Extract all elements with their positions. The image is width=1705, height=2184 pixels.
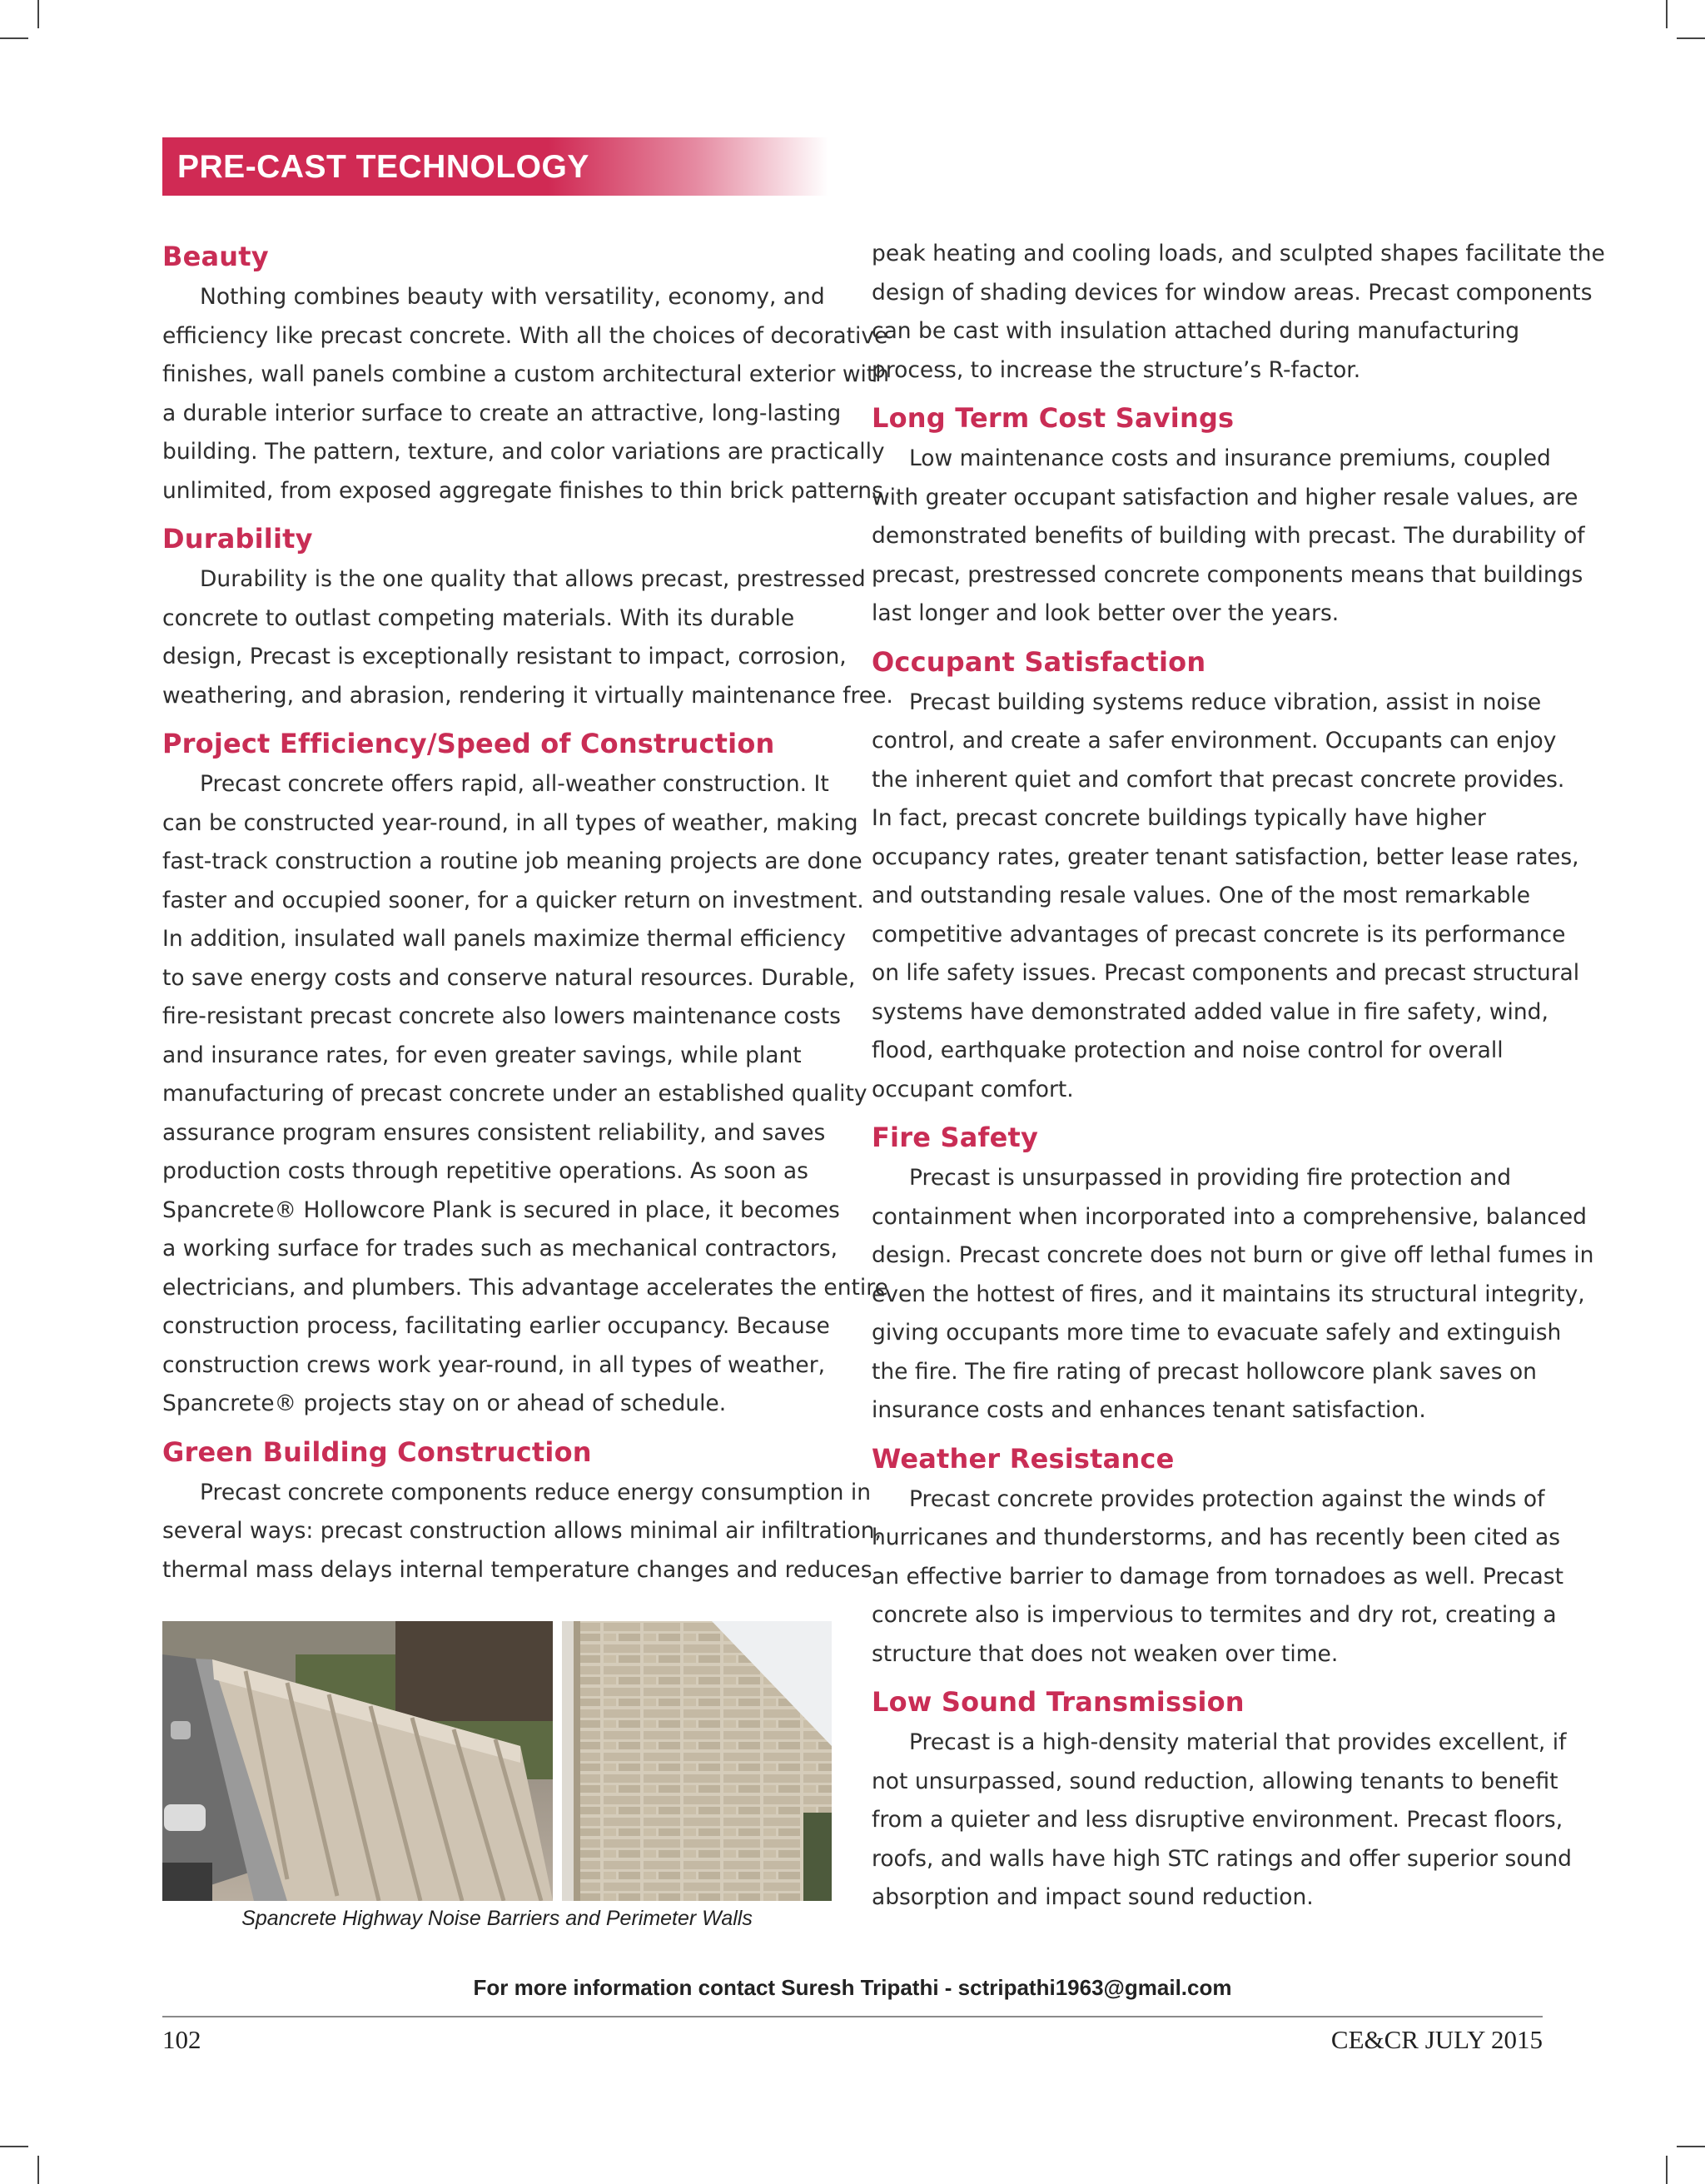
- paragraph-fire-safety: [872, 1159, 1594, 1430]
- contact-line: For more information contact Suresh Tripathi - sctripathi1963@gmail.com: [473, 1975, 1232, 2000]
- heading-durability: Durability: [162, 523, 313, 555]
- paragraph-green-building-construction: [162, 1474, 882, 1590]
- text-line: Precast concrete components reduce energy consumption in: [200, 1479, 872, 1505]
- text-line: Durability is the one quality that allows precast, prestressed: [200, 566, 866, 592]
- text-line: design of shading devices for window areas. Precast components: [872, 279, 1593, 306]
- text-line: construction process, facilitating earlier occupancy. Because: [162, 1313, 830, 1339]
- figure-caption: Spancrete Highway Noise Barriers and Perimeter Walls: [241, 1907, 753, 1930]
- right-column: [872, 235, 1605, 1924]
- paragraph-durability: [162, 560, 893, 715]
- heading-low-sound-transmission: Low Sound Transmission: [872, 1686, 1245, 1718]
- heading-long-term-cost-savings: Long Term Cost Savings: [872, 402, 1235, 434]
- text-line: fire-resistant precast concrete also lowers maintenance costs: [162, 1003, 841, 1029]
- text-line: production costs through repetitive operations. As soon as: [162, 1158, 808, 1184]
- crop-mark: [1666, 2156, 1668, 2184]
- heading-weather-resistance: Weather Resistance: [872, 1442, 1175, 1475]
- text-line: precast, prestressed concrete components means that buildings: [872, 561, 1583, 588]
- text-line: flood, earthquake protection and noise control for overall: [872, 1037, 1504, 1063]
- text-line: Nothing combines beauty with versatility, economy, and: [200, 284, 825, 310]
- text-line: process, to increase the structure’s R-factor.: [872, 356, 1361, 383]
- text-line: control, and create a safer environment. Occupants can enjoy: [872, 728, 1557, 754]
- crop-mark: [1677, 37, 1705, 39]
- text-line: occupancy rates, greater tenant satisfaction, better lease rates,: [872, 843, 1579, 870]
- text-line: a durable interior surface to create an attractive, long-lasting: [162, 400, 842, 426]
- text-line: to save energy costs and conserve natural resources. Durable,: [162, 964, 856, 991]
- text-line: Spancrete® projects stay on or ahead of schedule.: [162, 1390, 727, 1416]
- figure-photos: [162, 1621, 832, 1901]
- crop-mark: [37, 0, 39, 28]
- text-line: from a quieter and less disruptive environment. Precast floors,: [872, 1807, 1563, 1833]
- paragraph-occupant-satisfaction: [872, 684, 1580, 1110]
- text-line: hurricanes and thunderstorms, and has recently been cited as: [872, 1525, 1561, 1550]
- crop-mark: [0, 2146, 28, 2147]
- footer-rule: [162, 2016, 1543, 2017]
- paragraph-weather-resistance: [872, 1480, 1563, 1674]
- text-line: demonstrated benefits of building with precast. The durability of: [872, 523, 1585, 549]
- crop-mark: [0, 37, 28, 39]
- text-line: Precast building systems reduce vibration, assist in noise: [909, 689, 1542, 715]
- heading-fire-safety: Fire Safety: [872, 1122, 1039, 1153]
- text-line: systems have demonstrated added value in fire safety, wind,: [872, 998, 1548, 1025]
- text-line: In addition, insulated wall panels maximize thermal efficiency: [162, 926, 846, 952]
- text-line: with greater occupant satisfaction and higher resale values, are: [872, 484, 1578, 510]
- crop-mark: [37, 2156, 39, 2184]
- text-line: Precast is unsurpassed in providing fire protection and: [909, 1165, 1512, 1191]
- paragraph-continued: [872, 235, 1605, 390]
- text-line: structure that does not weaken over time.: [872, 1640, 1339, 1667]
- paragraph-project-efficiency-speed-of-construction: [162, 765, 888, 1424]
- text-line: absorption and impact sound reduction.: [872, 1884, 1314, 1910]
- text-line: last longer and look better over the years.: [872, 600, 1340, 626]
- text-line: concrete to outlast competing materials. With its durable: [162, 604, 795, 631]
- text-line: assurance program ensures consistent reliability, and saves: [162, 1119, 826, 1146]
- text-line: Precast is a high-density material that provides excellent, if: [909, 1729, 1567, 1755]
- text-line: Precast concrete offers rapid, all-weather construction. It: [200, 771, 829, 797]
- paragraph-low-sound-transmission: [872, 1724, 1572, 1918]
- text-line: competitive advantages of precast concrete is its performance: [872, 921, 1566, 948]
- left-column: [162, 235, 893, 1596]
- heading-occupant-satisfaction: Occupant Satisfaction: [872, 645, 1206, 678]
- text-line: faster and occupied sooner, for a quicker return on investment.: [162, 887, 864, 913]
- text-line: insurance costs and enhances tenant satisfaction.: [872, 1397, 1426, 1423]
- heading-green-building-construction: Green Building Construction: [162, 1435, 592, 1468]
- paragraph-long-term-cost-savings: [872, 440, 1585, 634]
- section-title: PRE-CAST TECHNOLOGY: [177, 149, 589, 185]
- text-line: In fact, precast concrete buildings typically have higher: [872, 805, 1486, 831]
- text-line: weathering, and abrasion, rendering it virtually maintenance free.: [162, 682, 893, 709]
- text-line: construction crews work year-round, in all types of weather,: [162, 1351, 826, 1378]
- text-line: unlimited, from exposed aggregate finishes to thin brick patterns.: [162, 477, 891, 504]
- text-line: can be cast with insulation attached during manufacturing: [872, 318, 1520, 344]
- text-line: efficiency like precast concrete. With all the choices of decorative: [162, 322, 888, 349]
- text-line: the inherent quiet and comfort that precast concrete provides.: [872, 766, 1565, 793]
- crop-mark: [1666, 0, 1668, 28]
- issue-label: CE&CR JULY 2015: [1330, 2025, 1543, 2054]
- perimeter-wall-photo: [562, 1621, 832, 1901]
- text-line: giving occupants more time to evacuate safely and extinguish: [872, 1320, 1562, 1346]
- text-line: can be constructed year-round, in all types of weather, making: [162, 809, 858, 836]
- text-line: concrete also is impervious to termites and dry rot, creating a: [872, 1602, 1557, 1628]
- text-line: design. Precast concrete does not burn or give off lethal fumes in: [872, 1242, 1594, 1268]
- crop-mark: [1677, 2146, 1705, 2147]
- text-line: Low maintenance costs and insurance premiums, coupled: [909, 445, 1551, 471]
- text-line: several ways: precast construction allows minimal air infiltration,: [162, 1518, 882, 1544]
- section-header-bar: [162, 137, 828, 196]
- text-line: on life safety issues. Precast components and precast structural: [872, 960, 1580, 986]
- text-line: even the hottest of fires, and it maintains its structural integrity,: [872, 1281, 1585, 1307]
- highway-noise-barrier-photo: [162, 1621, 553, 1901]
- text-line: electricians, and plumbers. This advantage accelerates the entire: [162, 1274, 888, 1301]
- text-line: and outstanding resale values. One of the most remarkable: [872, 883, 1531, 908]
- text-line: thermal mass delays internal temperature changes and reduces: [162, 1556, 872, 1583]
- text-line: not unsurpassed, sound reduction, allowing tenants to benefit: [872, 1768, 1558, 1794]
- paragraph-beauty: [162, 278, 891, 510]
- text-line: peak heating and cooling loads, and sculpted shapes facilitate the: [872, 241, 1605, 266]
- text-line: occupant comfort.: [872, 1076, 1074, 1102]
- page-number: 102: [162, 2025, 201, 2054]
- text-line: fast-track construction a routine job meaning projects are done: [162, 848, 862, 874]
- heading-project-efficiency-speed-of-construction: Project Efficiency/Speed of Construction: [162, 728, 775, 759]
- text-line: Precast concrete provides protection against the winds of: [909, 1485, 1545, 1512]
- text-line: the fire. The fire rating of precast hollowcore plank saves on: [872, 1358, 1537, 1385]
- text-line: building. The pattern, texture, and color variations are practically: [162, 439, 885, 465]
- text-line: containment when incorporated into a comprehensive, balanced: [872, 1203, 1587, 1230]
- text-line: design, Precast is exceptionally resistant to impact, corrosion,: [162, 644, 847, 669]
- text-line: Spancrete® Hollowcore Plank is secured in place, it becomes: [162, 1196, 840, 1223]
- text-line: an effective barrier to damage from tornadoes as well. Precast: [872, 1563, 1563, 1589]
- text-line: roofs, and walls have high STC ratings and offer superior sound: [872, 1845, 1572, 1872]
- text-line: manufacturing of precast concrete under an established quality: [162, 1081, 867, 1107]
- text-line: finishes, wall panels combine a custom architectural exterior with: [162, 361, 890, 387]
- text-line: a working surface for trades such as mechanical contractors,: [162, 1236, 838, 1261]
- text-line: and insurance rates, for even greater savings, while plant: [162, 1042, 802, 1068]
- heading-beauty: Beauty: [162, 241, 269, 272]
